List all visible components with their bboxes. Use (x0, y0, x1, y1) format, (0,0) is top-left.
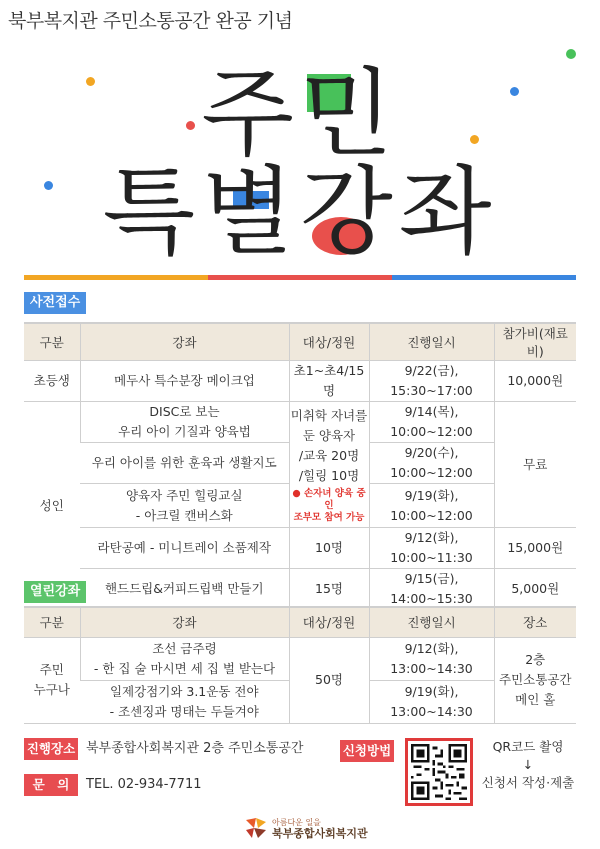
title-line-1 (0, 58, 600, 170)
cell-course: 핸드드립&커피드립백 만들기 (80, 569, 289, 610)
place-line: 주민소통공간 (499, 672, 572, 687)
logo-slogan: 아름다운 일을 (272, 818, 321, 827)
cell-datetime: 9/15(금), 14:00~15:30 (369, 569, 494, 610)
header-place: 장소 (494, 607, 576, 637)
course-line: - 조센징과 명태는 두들겨야 (109, 703, 259, 719)
cell-course: 메두사 특수분장 메이크업 (80, 361, 289, 402)
title-text-1: 주민 (201, 58, 399, 170)
target-line: /힐링 10명 (298, 467, 360, 483)
cell-category-adult: 성인 (24, 402, 80, 610)
cell-place (494, 637, 576, 723)
cell-course (80, 484, 289, 528)
header-datetime: 진행일시 (369, 607, 494, 637)
table-row (24, 637, 576, 680)
header-target: 대상/정원 (289, 607, 369, 637)
contact-label: 문 의 (24, 774, 78, 796)
cell-datetime: 9/22(금), 15:30~17:00 (369, 361, 494, 402)
venue-label: 진행장소 (24, 738, 78, 760)
apply-steps (478, 738, 578, 792)
cell-fee: 15,000원 (494, 528, 576, 569)
step-submit-form: 신청서 작성·제출 (481, 775, 575, 790)
cell-target: 15명 (289, 569, 369, 610)
phone-text: TEL. 02-934-7711 (86, 777, 202, 792)
category-line: 주민 (39, 662, 64, 677)
section-label-preregistration: 사전접수 (24, 292, 86, 314)
course-line: 조선 금주령 (152, 640, 217, 656)
cell-target: 50명 (289, 637, 369, 723)
cell-course (80, 402, 289, 443)
event-subtitle: 북부복지관 주민소통공간 완공 기념 (8, 10, 293, 32)
title-text-2: 특별강좌 (102, 156, 498, 268)
target-note (290, 488, 369, 524)
target-line: /교육 20명 (298, 447, 360, 463)
cell-course: 라탄공예 - 미니트레이 소품제작 (80, 528, 289, 569)
cell-target: 10명 (289, 528, 369, 569)
cell-datetime: 9/19(화), 10:00~12:00 (369, 484, 494, 528)
target-line: 미취학 자녀를 (290, 407, 368, 423)
category-line: 누구나 (33, 682, 70, 697)
logo-name: 북부종합사회복지관 (272, 827, 368, 840)
header-fee: 참가비(재료비) (494, 323, 576, 361)
place-line: 2층 (525, 652, 546, 667)
qr-code-icon (411, 744, 467, 800)
open-lecture-table (24, 606, 576, 724)
table-header-row (24, 323, 576, 361)
venue-text: 북부종합사회복지관 2층 주민소통공간 (86, 741, 304, 756)
qr-code[interactable] (405, 738, 473, 806)
logo-text (272, 817, 368, 839)
cell-datetime: 9/12(화), 13:00~14:30 (369, 637, 494, 680)
apply-method-label: 신청방법 (340, 740, 394, 762)
place-line: 메인 홀 (515, 692, 556, 707)
cell-target: 초1~초4/15명 (289, 361, 369, 402)
color-bar-blue (392, 275, 576, 280)
course-line: 양육자 주민 힐링교실 (125, 487, 243, 503)
cell-category: 초등생 (24, 361, 80, 402)
note-line: 조부모 참여 가능 (293, 511, 365, 523)
table-row (24, 528, 576, 569)
title-line-2 (0, 156, 600, 268)
course-line: - 한 집 술 마시면 세 집 벌 받는다 (93, 660, 276, 676)
course-line: DISC로 보는 (149, 404, 220, 419)
cell-fee: 10,000원 (494, 361, 576, 402)
course-line: 일제강점기와 3.1운동 전야 (109, 683, 259, 699)
cell-category-residents (24, 637, 80, 723)
logo-mark-icon (244, 816, 268, 840)
header-course: 강좌 (80, 323, 289, 361)
step-arrow: ↓ (522, 757, 534, 772)
step-scan-qr: QR코드 촬영 (492, 739, 564, 754)
cell-datetime: 9/19(화), 13:00~14:30 (369, 680, 494, 723)
cell-fee: 5,000원 (494, 569, 576, 610)
cell-course: 우리 아이를 위한 훈육과 생활지도 (80, 443, 289, 484)
cell-datetime: 9/20(수), 10:00~12:00 (369, 443, 494, 484)
course-line: 우리 아이 기질과 양육법 (118, 424, 251, 439)
color-bar-red (208, 275, 392, 280)
cell-target-parents (289, 402, 369, 528)
table-header-row (24, 607, 576, 637)
cell-course (80, 637, 289, 680)
header-datetime: 진행일시 (369, 323, 494, 361)
table-row (24, 569, 576, 610)
cell-fee-free: 무료 (494, 402, 576, 528)
header-target: 대상/정원 (289, 323, 369, 361)
color-bar (24, 275, 576, 280)
course-line: - 아크릴 캔버스화 (135, 507, 233, 523)
color-bar-orange (24, 275, 208, 280)
table-row (24, 361, 576, 402)
header-category: 구분 (24, 323, 80, 361)
note-line: ● 손자녀 양육 중인 (292, 487, 366, 511)
target-line: 둔 양육자 (302, 427, 356, 443)
preregistration-table (24, 322, 576, 610)
cell-course (80, 680, 289, 723)
header-category: 구분 (24, 607, 80, 637)
cell-datetime: 9/12(화), 10:00~11:30 (369, 528, 494, 569)
section-label-open-lecture: 열린강좌 (24, 581, 86, 603)
cell-datetime: 9/14(목), 10:00~12:00 (369, 402, 494, 443)
welfare-center-logo (244, 814, 368, 842)
table-row (24, 402, 576, 443)
header-course: 강좌 (80, 607, 289, 637)
decor-dot-green (566, 49, 576, 59)
